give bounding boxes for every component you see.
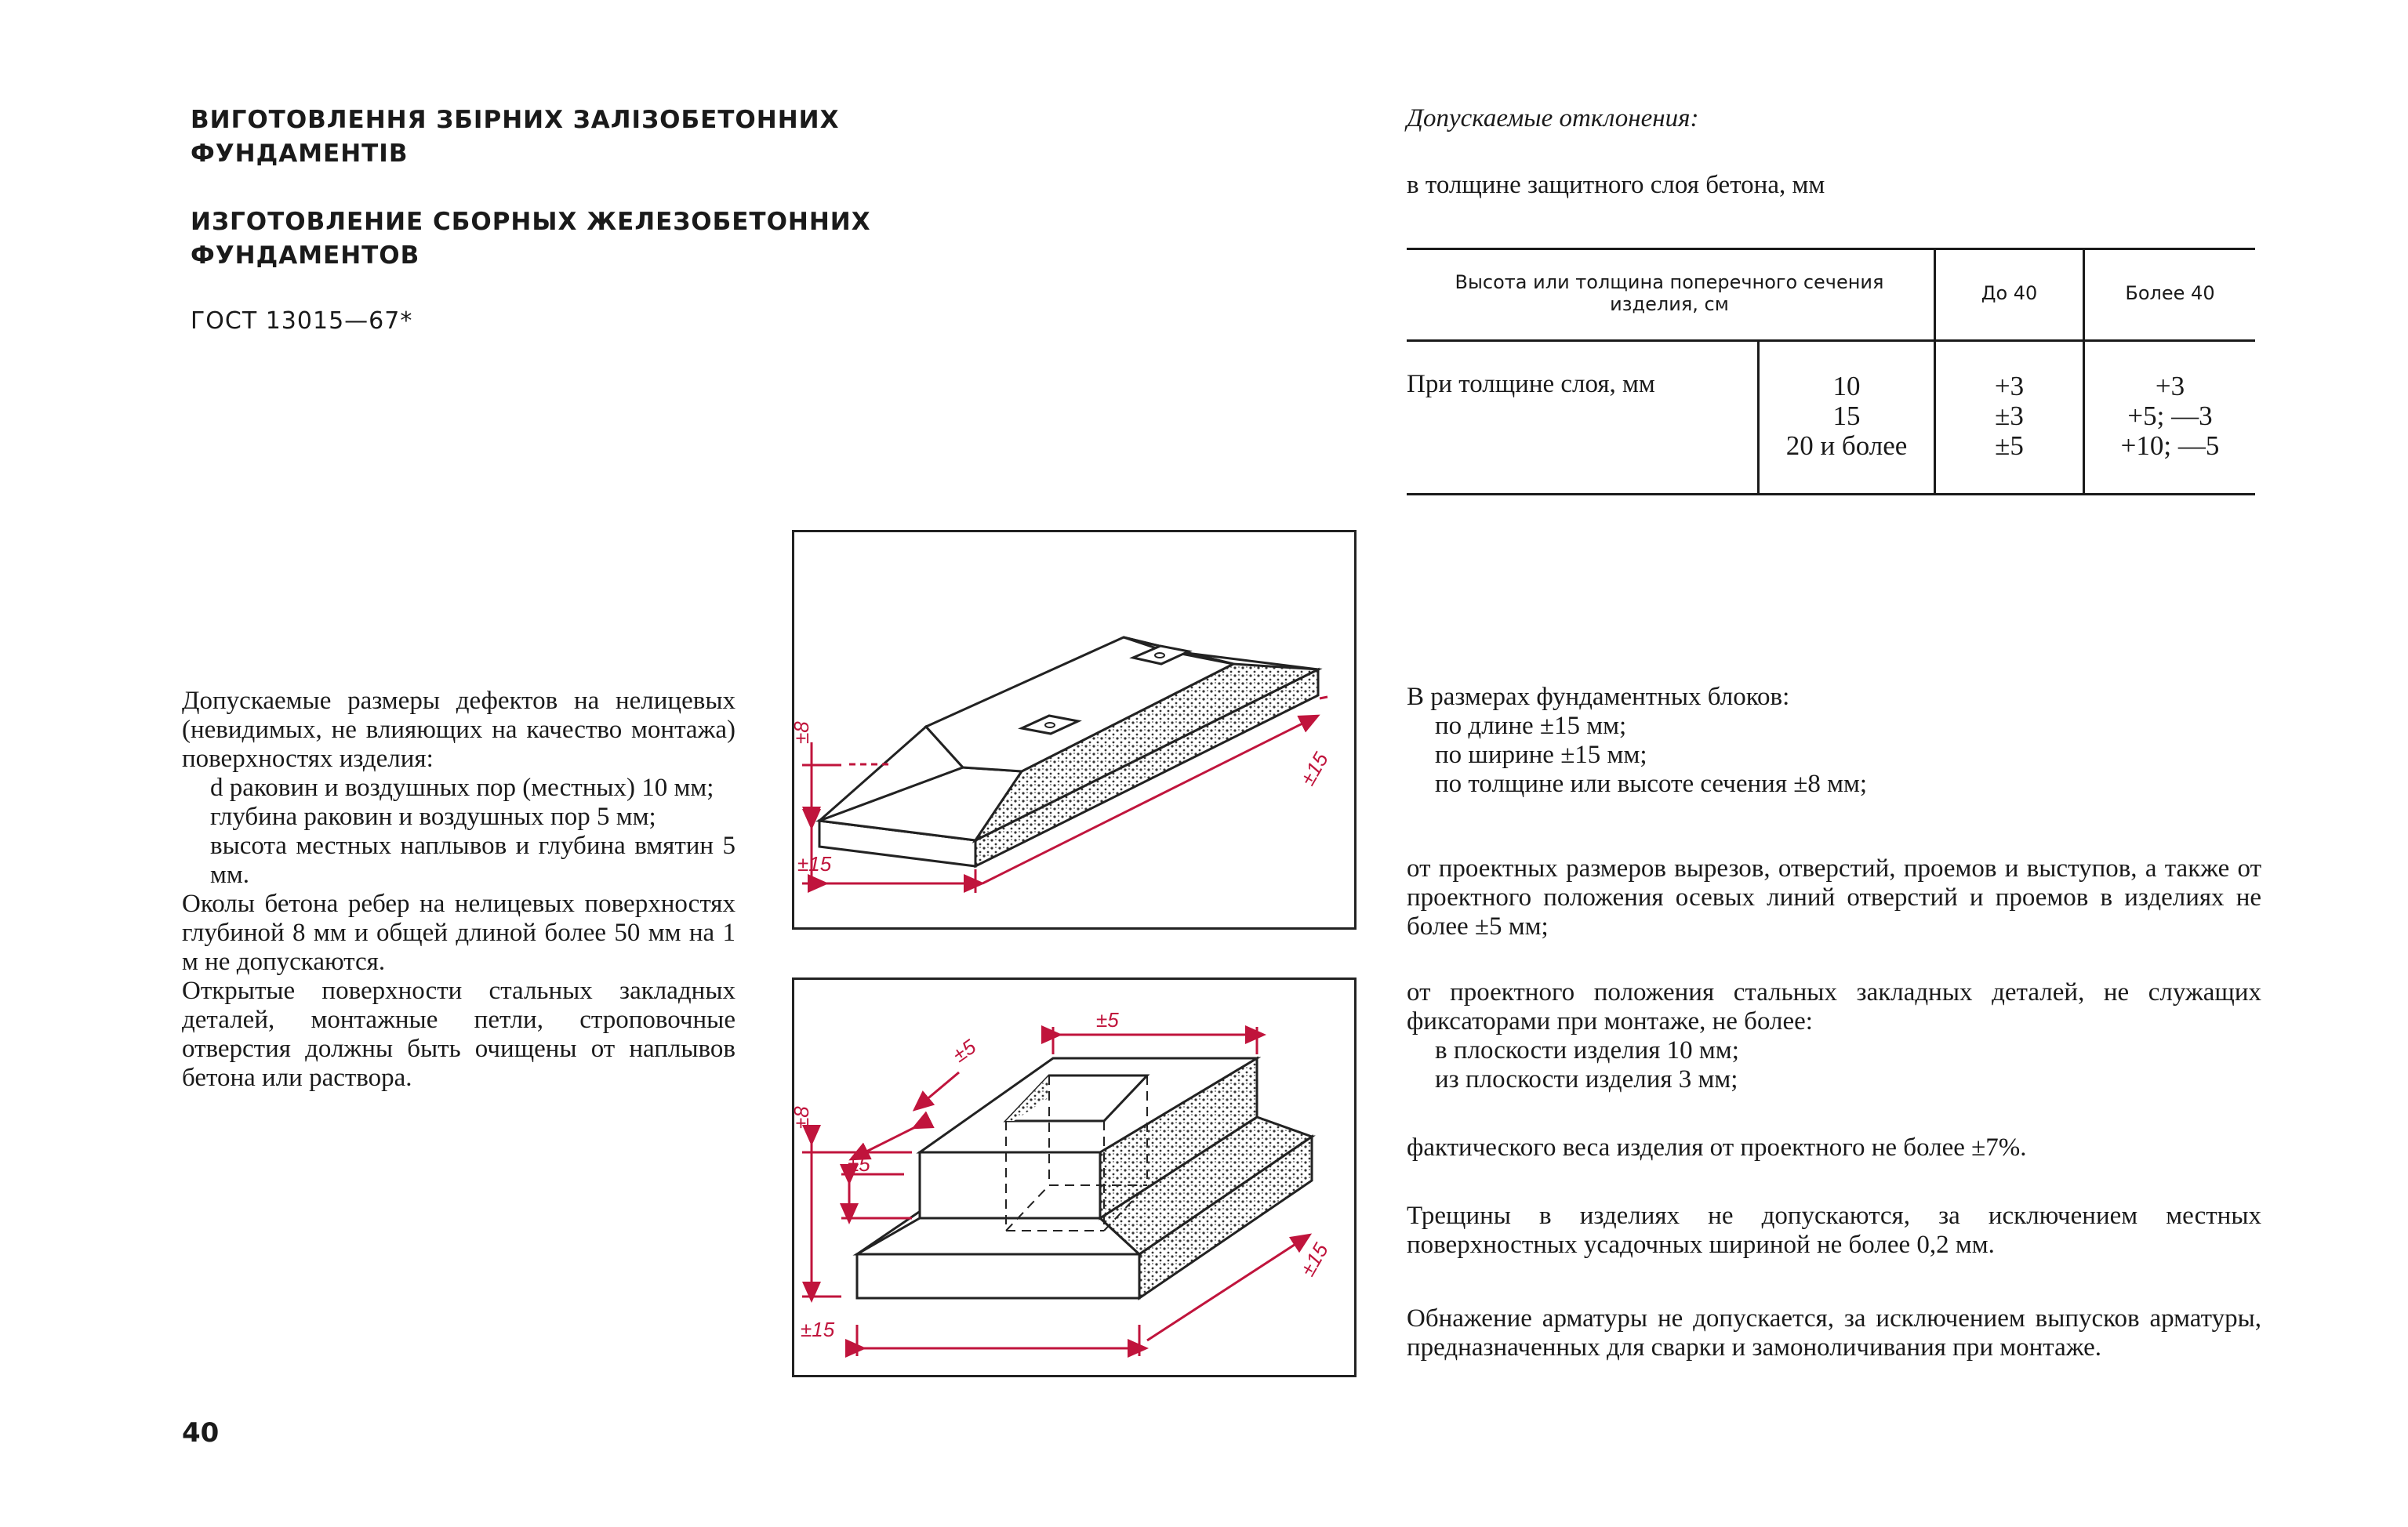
table-col-thickness xyxy=(1760,372,1934,461)
gost-number: ГОСТ 13015—67* xyxy=(191,307,413,335)
cracks-paragraph: Трещины в изделиях не допускаются, за исключением местных поверхностных усадочных шириной не более 0,2 мм. xyxy=(1407,1202,2261,1259)
embedded-parts-intro: от проектного положения стальных закладных деталей, не служащих фиксаторами при монтаже, не более: xyxy=(1407,978,2261,1036)
block-width-item: по ширине ±15 мм; xyxy=(1435,741,1647,769)
table-header-upto40: До 40 xyxy=(1981,282,2038,304)
block-length-item: по длине ±15 мм; xyxy=(1435,712,1627,740)
defect-item-influx-height: высота местных наплывов и глубина вмятин 5 мм. xyxy=(210,832,735,889)
open-surfaces-text: Открытые поверхности стальных закладных деталей, монтажные петли, строповочные отверстия должны быть очищены от наплывов бетона или раствора. xyxy=(182,977,735,1092)
dim-label-width-15: ±15 xyxy=(1295,748,1333,789)
title-uk-line2: ФУНДАМЕНТІВ xyxy=(191,140,409,168)
table-header-section: Высота или толщина поперечного сечения изделия, см xyxy=(1455,271,1884,315)
title-russian xyxy=(191,205,871,273)
table-cell: 20 и более xyxy=(1785,430,1908,461)
dim-label-step-5: ±5 xyxy=(848,1152,870,1176)
embedded-out-of-plane-item: из плоскости изделия 3 мм; xyxy=(1435,1065,1738,1094)
protective-layer-table xyxy=(1407,248,2255,497)
table-cell: +5; —3 xyxy=(2127,401,2213,431)
figure-foundation-block-2 xyxy=(792,977,1357,1377)
figure-foundation-block-1 xyxy=(792,530,1357,930)
dim-label-length-15: ±15 xyxy=(801,1318,835,1341)
embedded-parts-section xyxy=(1407,978,2261,1094)
cutouts-paragraph: от проектных размеров вырезов, отверстий, проемов и выступов, а также от проектного положения осевых линий отверстий и проемов в изделиях не более ±5 мм; xyxy=(1407,854,2261,941)
dim-label-socket-5: ±5 xyxy=(948,1034,980,1067)
embedded-in-plane-item: в плоскости изделия 10 мм; xyxy=(1435,1036,1739,1065)
page-number: 40 xyxy=(182,1417,220,1449)
block-height-item: по толщине или высоте сечения ±8 мм; xyxy=(1435,770,1868,798)
table-cell: +10; —5 xyxy=(2120,430,2220,461)
allowed-deviations-title: Допускаемые отклонения: xyxy=(1407,104,1699,132)
table-cell: ±3 xyxy=(1995,401,2024,431)
table-row-label: При толщине слоя, мм xyxy=(1407,370,1655,398)
table-col-over40 xyxy=(2085,372,2255,461)
dim-label-height-8: ±8 xyxy=(790,1106,813,1129)
defects-text-block xyxy=(182,687,735,1093)
table-cell: 10 xyxy=(1832,371,1861,401)
table-cell: ±5 xyxy=(1995,430,2024,461)
table-col-upto40 xyxy=(1936,372,2083,461)
table-cell: +3 xyxy=(1994,371,2025,401)
dim-label-top-5: ±5 xyxy=(1096,1008,1119,1032)
title-ukrainian xyxy=(191,103,839,171)
weight-paragraph: фактического веса изделия от проектного не более ±7%. xyxy=(1407,1133,2027,1162)
dim-label-thickness-8: ±8 xyxy=(790,721,813,744)
dim-label-length-15: ±15 xyxy=(797,852,832,876)
title-ru-line2: ФУНДАМЕНТОВ xyxy=(191,241,420,270)
block-dimensions-title: В размерах фундаментных блоков: xyxy=(1407,683,1790,711)
figure-2-drawing xyxy=(790,980,1354,1375)
front-slope-2 xyxy=(857,1218,1139,1254)
table-cell: 15 xyxy=(1832,401,1861,431)
defect-item-pores-depth: глубина раковин и воздушных пор 5 мм; xyxy=(210,803,656,831)
title-ru-line1: ИЗГОТОВЛЕНИЕ СБОРНЫХ ЖЕЛЕЗОБЕТОННИХ xyxy=(191,208,871,236)
defects-intro: Допускаемые размеры дефектов на нелицевых (невидимых, не влияющих на качество монтажа) поверхностях изделия: xyxy=(182,687,735,773)
table-cell: +3 xyxy=(2155,371,2185,401)
defect-item-pores-diameter: d раковин и воздушных пор (местных) 10 мм; xyxy=(210,774,714,802)
block-dimensions-section xyxy=(1407,683,2261,799)
figure-1-drawing xyxy=(790,532,1354,927)
base-front-face xyxy=(857,1254,1139,1298)
dim-label-width-15: ±15 xyxy=(1295,1239,1333,1280)
protective-layer-caption: в толщине защитного слоя бетона, мм xyxy=(1407,171,1825,199)
table-header-over40: Более 40 xyxy=(2125,282,2215,304)
title-uk-line1: ВИГОТОВЛЕННЯ ЗБІРНИХ ЗАЛІЗОБЕТОННИХ xyxy=(191,106,840,134)
edge-chipping-text: Околы бетона ребер на нелицевых поверхностях глубиной 8 мм и общей длиной более 50 мм на 1 м не допускаются. xyxy=(182,890,735,976)
rebar-paragraph: Обнажение арматуры не допускается, за исключением выпусков арматуры, предназначенных для сварки и замоноличивания при монтаже. xyxy=(1407,1304,2261,1362)
